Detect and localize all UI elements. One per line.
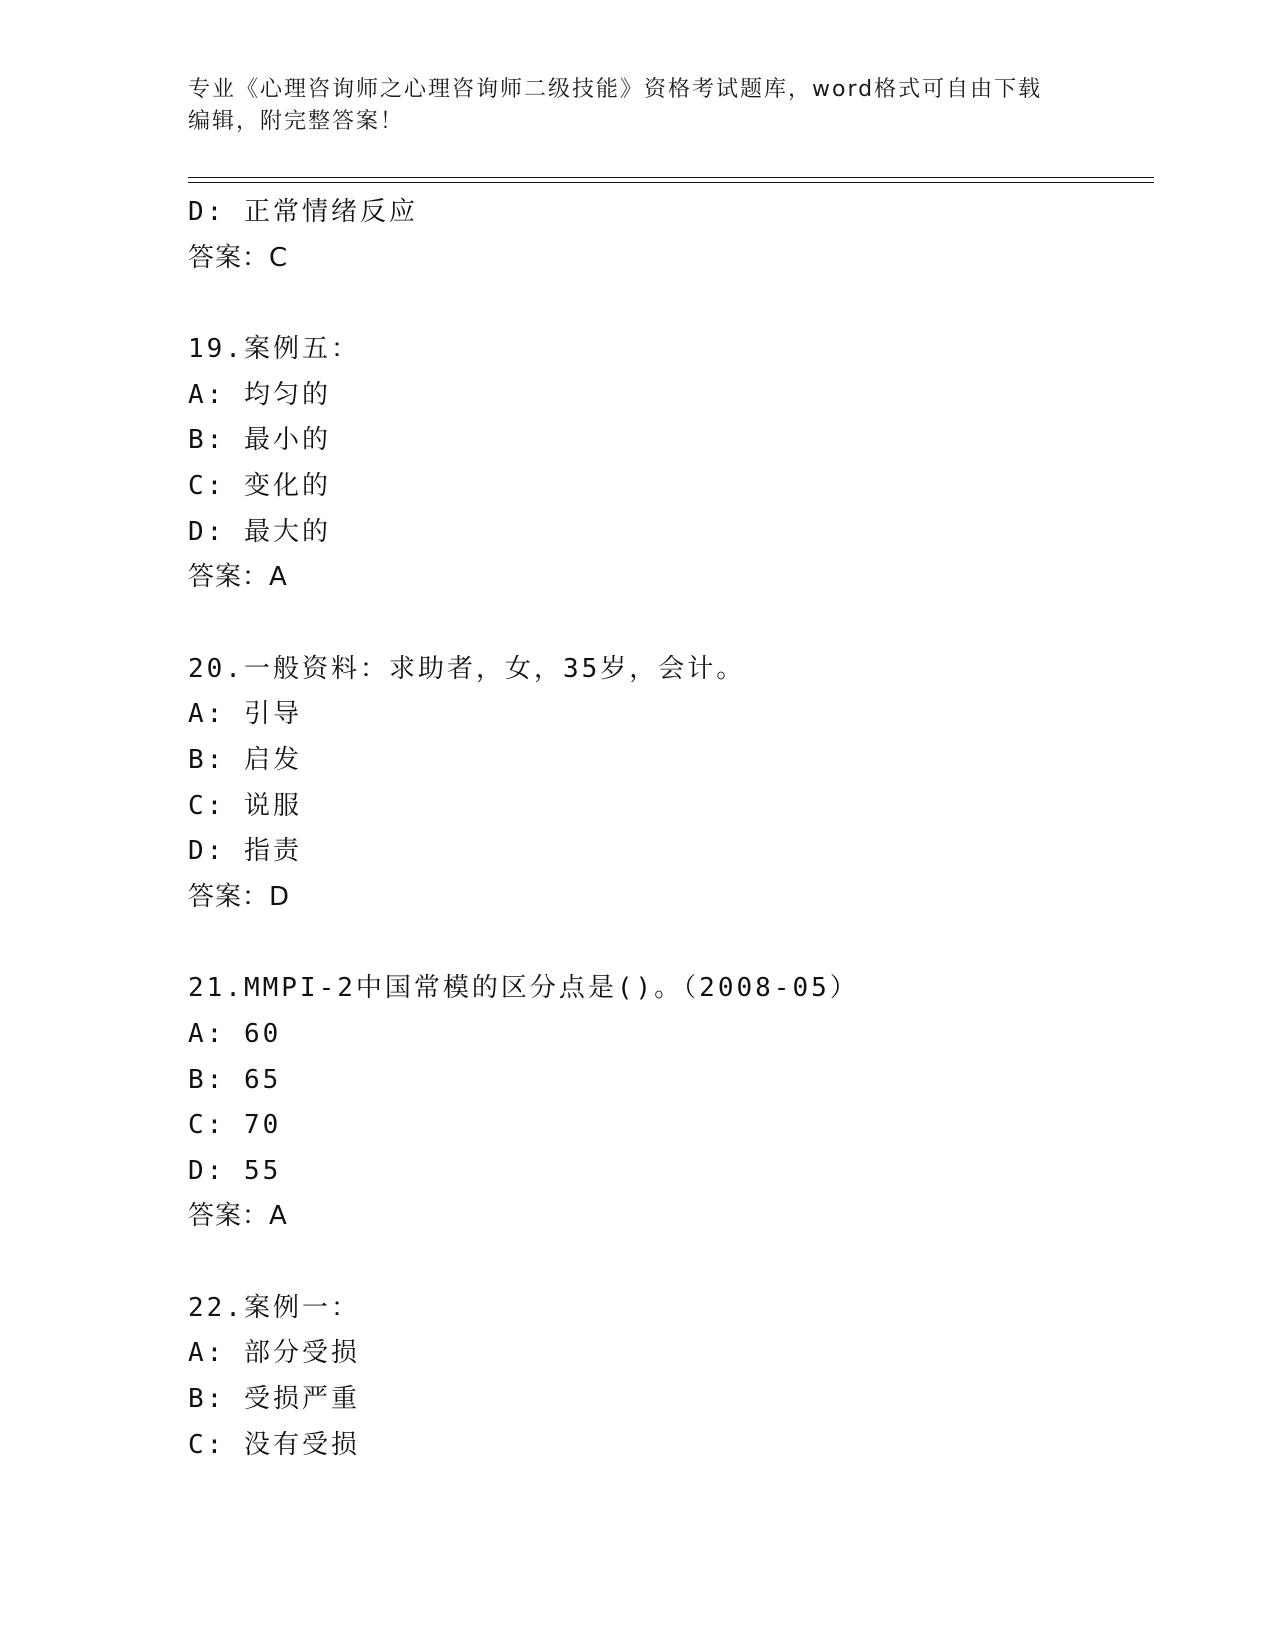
option-a: A: 60 [188, 1018, 282, 1049]
question-block-22 [188, 1286, 1148, 1468]
spacer [188, 281, 1148, 327]
option-b: B: 65 [188, 1064, 282, 1095]
answer: 答案：A [188, 1201, 288, 1232]
answer: 答案：A [188, 562, 288, 593]
answer: 答案：C [188, 242, 289, 273]
question-text: 21.MMPI-2中国常模的区分点是()。（2008-05） [188, 973, 859, 1004]
question-block-18 [188, 190, 1148, 281]
option-b: B: 受损严重 [188, 1384, 360, 1415]
option-b: B: 最小的 [188, 425, 331, 456]
option-d: D: 指责 [188, 836, 302, 867]
header-line-2: 编辑，附完整答案！ [188, 109, 405, 134]
option-c: C: 没有受损 [188, 1429, 360, 1460]
header-divider-top [188, 177, 1154, 178]
spacer [188, 920, 1148, 966]
option-c: C: 变化的 [188, 470, 331, 501]
option-d: D: 55 [188, 1155, 282, 1186]
question-list [188, 190, 1148, 1468]
spacer [188, 1240, 1148, 1286]
question-block-20 [188, 647, 1148, 921]
option-c: C: 70 [188, 1110, 282, 1141]
option-a: A: 均匀的 [188, 379, 331, 410]
option-a: A: 引导 [188, 699, 302, 730]
header-divider-bottom [188, 182, 1154, 183]
option-c: C: 说服 [188, 790, 302, 821]
page-header [188, 74, 1088, 138]
spacer [188, 601, 1148, 647]
question-block-21 [188, 966, 1148, 1240]
question-block-19 [188, 327, 1148, 601]
question-text: 22.案例一： [188, 1292, 360, 1323]
option-d: D: 最大的 [188, 516, 331, 547]
question-text: 20.一般资料：求助者，女，35岁，会计。 [188, 653, 746, 684]
option-d: D: 正常情绪反应 [188, 197, 418, 227]
answer: 答案：D [188, 881, 291, 912]
header-line-1: 专业《心理咨询师之心理咨询师二级技能》资格考试题库，word格式可自由下载 [188, 77, 1043, 102]
option-b: B: 启发 [188, 744, 302, 775]
option-a: A: 部分受损 [188, 1338, 360, 1369]
question-text: 19.案例五： [188, 334, 360, 365]
